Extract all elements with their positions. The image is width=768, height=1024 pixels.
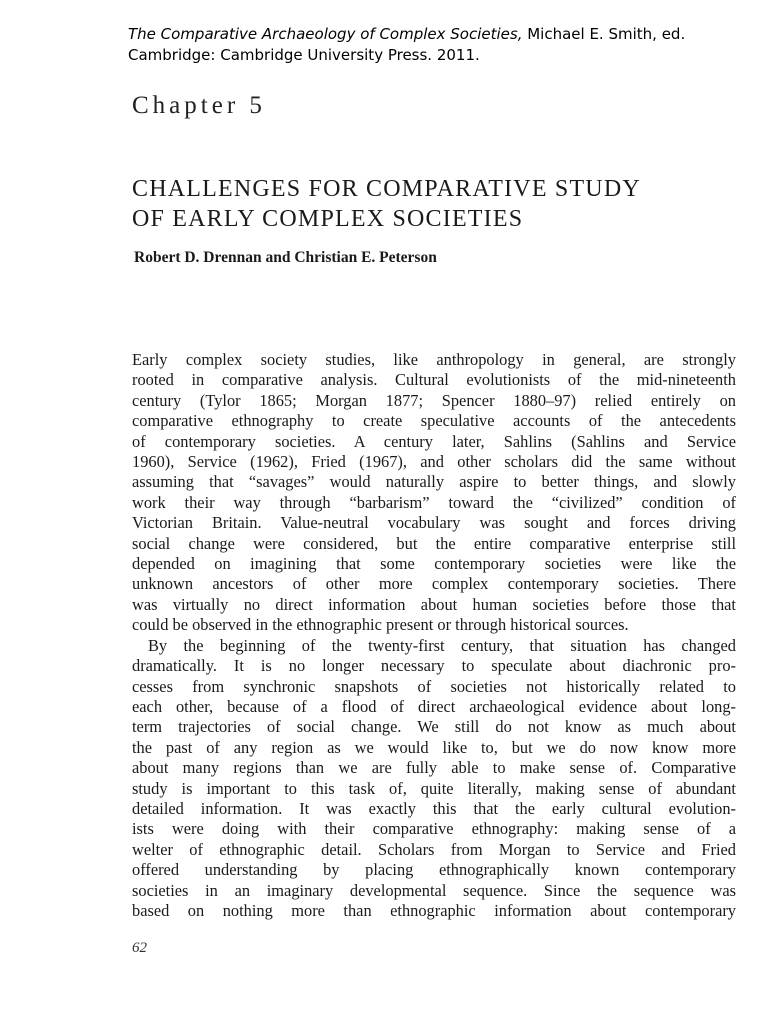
citation-details: Michael E. Smith, ed. Cambridge: Cambridge University Press. 2011. — [128, 25, 686, 64]
citation-book-title: The Comparative Archaeology of Complex Societies, — [128, 25, 523, 43]
text-line: social change were considered, but the entire comparative enterprise still — [132, 533, 736, 553]
text-line: societies in an imaginary developmental sequence. Since the sequence was — [132, 880, 736, 900]
text-line: term trajectories of social change. We still do not know as much about — [132, 717, 736, 737]
body-text — [132, 350, 736, 921]
page-number: 62 — [132, 940, 147, 956]
text-line: 1960), Service (1962), Fried (1967), and other scholars did the same without — [132, 452, 736, 472]
text-line: By the beginning of the twenty-first century, that situation has changed — [148, 635, 736, 655]
text-line: study is important to this task of, quite literally, making sense of abundant — [132, 778, 736, 798]
text-line: assuming that “savages” would naturally aspire to better things, and slowly — [132, 472, 736, 492]
text-line: about many regions than we are fully able to make sense of. Comparative — [132, 758, 736, 778]
text-line: century (Tylor 1865; Morgan 1877; Spencer 1880–97) relied entirely on — [132, 390, 736, 410]
text-line: cesses from synchronic snapshots of societies not historically related to — [132, 676, 736, 696]
text-line: depended on imagining that some contemporary societies were like the — [132, 554, 736, 574]
paragraph — [132, 636, 736, 922]
text-line: of contemporary societies. A century later, Sahlins (Sahlins and Service — [132, 431, 736, 451]
paragraph — [132, 350, 736, 636]
chapter-title-line: OF EARLY COMPLEX SOCIETIES — [132, 206, 524, 232]
chapter-authors: Robert D. Drennan and Christian E. Peterson — [134, 249, 437, 266]
text-line: the past of any region as we would like to, but we do now know more — [132, 737, 736, 757]
text-line: Victorian Britain. Value-neutral vocabulary was sought and forces driving — [132, 513, 736, 533]
text-line: ists were doing with their comparative ethnography: making sense of a — [132, 819, 736, 839]
citation — [128, 24, 738, 66]
text-line: rooted in comparative analysis. Cultural evolutionists of the mid-nineteenth — [132, 370, 736, 390]
text-line: unknown ancestors of other more complex contemporary societies. There — [132, 574, 736, 594]
text-line: offered understanding by placing ethnographically known contemporary — [132, 860, 736, 880]
chapter-label: Chapter 5 — [132, 92, 266, 119]
text-line: each other, because of a flood of direct archaeological evidence about long- — [132, 696, 736, 716]
chapter-title-line: CHALLENGES FOR COMPARATIVE STUDY — [132, 176, 641, 202]
text-line: Early complex society studies, like anthropology in general, are strongly — [132, 350, 736, 369]
text-line: based on nothing more than ethnographic information about contemporary — [132, 900, 736, 920]
text-line: detailed information. It was exactly this that the early cultural evolution- — [132, 798, 736, 818]
text-line: welter of ethnographic detail. Scholars from Morgan to Service and Fried — [132, 839, 736, 859]
text-line: could be observed in the ethnographic present or through historical sources. — [132, 615, 629, 635]
text-line: work their way through “barbarism” toward the “civilized” condition of — [132, 492, 736, 512]
text-line: comparative ethnography to create speculative accounts of the antecedents — [132, 411, 736, 431]
text-line: dramatically. It is no longer necessary to speculate about diachronic pro- — [132, 656, 736, 676]
chapter-title — [132, 174, 752, 234]
text-line: was virtually no direct information about human societies before those that — [132, 594, 736, 614]
